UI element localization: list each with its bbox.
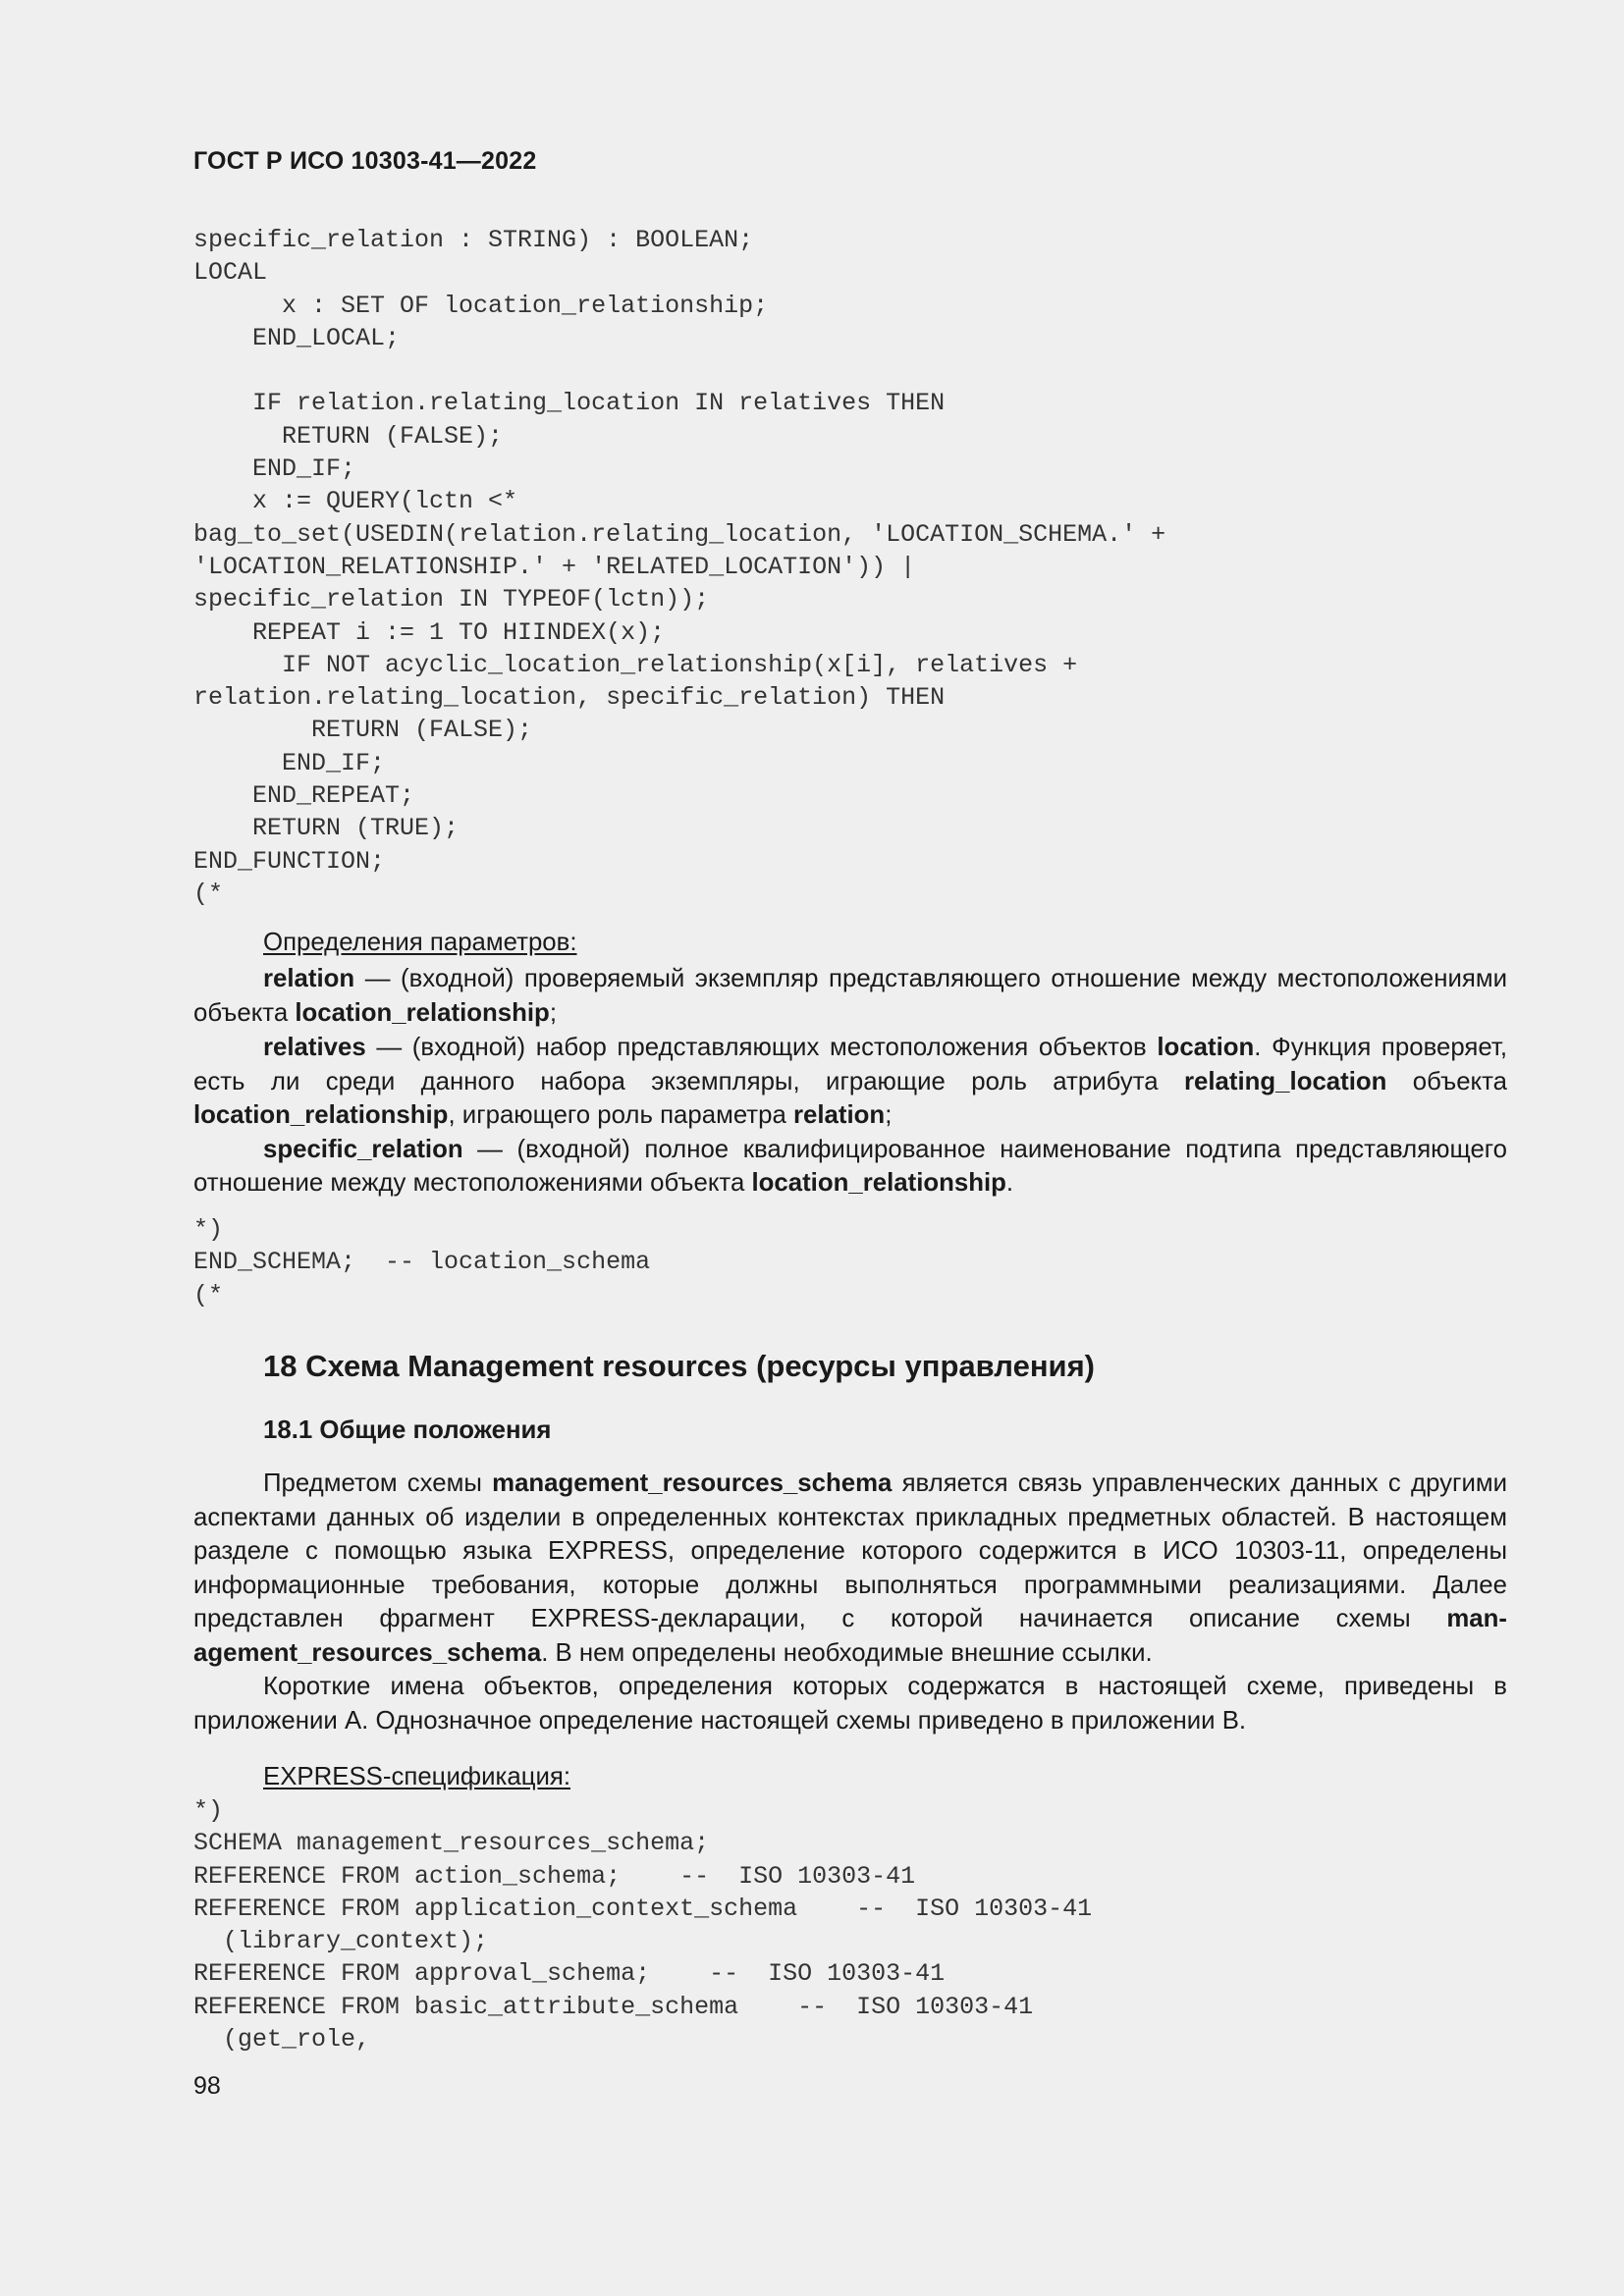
code-line: RETURN (TRUE); bbox=[193, 814, 460, 843]
page-number: 98 bbox=[193, 2072, 221, 2100]
code-block-function-tail bbox=[193, 224, 1165, 910]
text: ; bbox=[549, 998, 557, 1027]
code-line: RETURN (FALSE); bbox=[193, 421, 504, 451]
code-line bbox=[193, 354, 1165, 387]
section-body bbox=[193, 1467, 1507, 1737]
code-block-schema-header bbox=[193, 1794, 1092, 2056]
term: relation bbox=[263, 965, 355, 992]
code-line: END_REPEAT; bbox=[193, 781, 415, 811]
code-block-end-schema bbox=[193, 1213, 650, 1311]
term: location_relationship bbox=[193, 1101, 449, 1129]
code-line: (get_role, bbox=[193, 2025, 371, 2055]
code-line: REFERENCE FROM approval_schema; -- ISO 10303-41 bbox=[193, 1959, 946, 1989]
express-spec-label: EXPRESS-спецификация: bbox=[263, 1763, 571, 1790]
code-line: END_IF; bbox=[193, 454, 356, 484]
term: location_relationship bbox=[751, 1169, 1006, 1197]
code-line: x : SET OF location_relationship; bbox=[193, 291, 769, 320]
code-line: REFERENCE FROM application_context_schema -- ISO 10303-41 bbox=[193, 1894, 1093, 1923]
code-line: relation.relating_location, specific_relation) THEN bbox=[193, 683, 946, 713]
subsection-title: 18.1 Общие положения bbox=[263, 1416, 552, 1444]
code-line: RETURN (FALSE); bbox=[193, 716, 533, 745]
section-paragraph-1 bbox=[193, 1467, 1507, 1670]
code-line: IF relation.relating_location IN relatives THEN bbox=[193, 389, 946, 418]
code-line: (* bbox=[193, 1280, 224, 1309]
text: — (входной) набор представляющих местоположения объектов bbox=[365, 1034, 1158, 1061]
code-line: REFERENCE FROM action_schema; -- ISO 10303-41 bbox=[193, 1861, 916, 1891]
code-line: REPEAT i := 1 TO HIINDEX(x); bbox=[193, 617, 666, 647]
term: relating_location bbox=[1184, 1067, 1387, 1095]
text: объекта bbox=[1386, 1067, 1507, 1095]
param-def-specific-relation bbox=[193, 1133, 1507, 1201]
term: relation bbox=[793, 1101, 886, 1129]
code-line: SCHEMA management_resources_schema; bbox=[193, 1829, 710, 1858]
term: specific_relation bbox=[263, 1135, 463, 1163]
code-line: *) bbox=[193, 1796, 224, 1825]
code-line: specific_relation IN TYPEOF(lctn)); bbox=[193, 585, 710, 614]
code-line: IF NOT acyclic_location_relationship(x[i], relatives + bbox=[193, 650, 1078, 679]
code-line: REFERENCE FROM basic_attribute_schema -- ISO 10303-41 bbox=[193, 1992, 1034, 2021]
text: ; bbox=[885, 1101, 893, 1129]
term: location bbox=[1157, 1034, 1255, 1061]
code-line: END_FUNCTION; bbox=[193, 846, 386, 876]
code-line: (library_context); bbox=[193, 1927, 489, 1956]
term: location_relationship bbox=[295, 998, 550, 1027]
param-def-relatives bbox=[193, 1031, 1507, 1133]
code-line: *) bbox=[193, 1215, 224, 1244]
text: . Функция проверяет, есть ли среди данного набора экземпляры, играющие роль атрибута bbox=[193, 1034, 1507, 1095]
text: . bbox=[1005, 1169, 1014, 1197]
section-title: 18 Схема Management resources (ресурсы управления) bbox=[263, 1349, 1096, 1383]
text: — (входной) проверяемый экземпляр представляющего отношение между местоположениями объекта bbox=[193, 965, 1507, 1027]
code-line: END_LOCAL; bbox=[193, 323, 401, 352]
code-line: END_IF; bbox=[193, 748, 386, 777]
code-line: LOCAL bbox=[193, 258, 268, 288]
code-line: 'LOCATION_RELATIONSHIP.' + 'RELATED_LOCATION')) | bbox=[193, 552, 916, 581]
code-line: (* bbox=[193, 879, 224, 908]
param-defs-label: Определения параметров: bbox=[263, 929, 577, 956]
text: Предметом схемы bbox=[263, 1469, 493, 1497]
code-line: bag_to_set(USEDIN(relation.relating_location, 'LOCATION_SCHEMA.' + bbox=[193, 519, 1166, 549]
term: relatives bbox=[263, 1034, 366, 1061]
code-line: END_SCHEMA; -- location_schema bbox=[193, 1248, 651, 1277]
code-line: x := QUERY(lctn <* bbox=[193, 487, 518, 516]
text: . В нем определены необходимые внешние ссылки. bbox=[541, 1638, 1153, 1667]
term: management_resources_schema bbox=[193, 1605, 1507, 1667]
param-def-relation bbox=[193, 962, 1507, 1030]
text: является связь управленческих данных с другими аспектами данных об изделии в определенных контекстах прикладных предметных областей. В настоящем разделе с помощью языка EXPRESS, определение которого содержится в ИСО 10303-11, определены информационные требования, которые должны выполняться программными реализациями. Далее представлен фрагмент EXPRESS-декларации, с которой начинается описание схемы bbox=[193, 1469, 1507, 1632]
page-header: ГОСТ Р ИСО 10303-41—2022 bbox=[193, 147, 537, 175]
text: , играющего роль параметра bbox=[448, 1101, 793, 1129]
text: — (входной) полное квалифицированное наименование подтипа представляющего отношение между местоположениями объекта bbox=[193, 1135, 1507, 1197]
section-paragraph-2: Короткие имена объектов, определения которых содержатся в настоящей схеме, приведены в приложении А. Однозначное определение настоящей схемы приведено в приложении В. bbox=[193, 1673, 1507, 1735]
term: management_resources_schema bbox=[492, 1469, 893, 1497]
code-line: specific_relation : STRING) : BOOLEAN; bbox=[193, 226, 754, 254]
param-defs bbox=[193, 962, 1507, 1201]
